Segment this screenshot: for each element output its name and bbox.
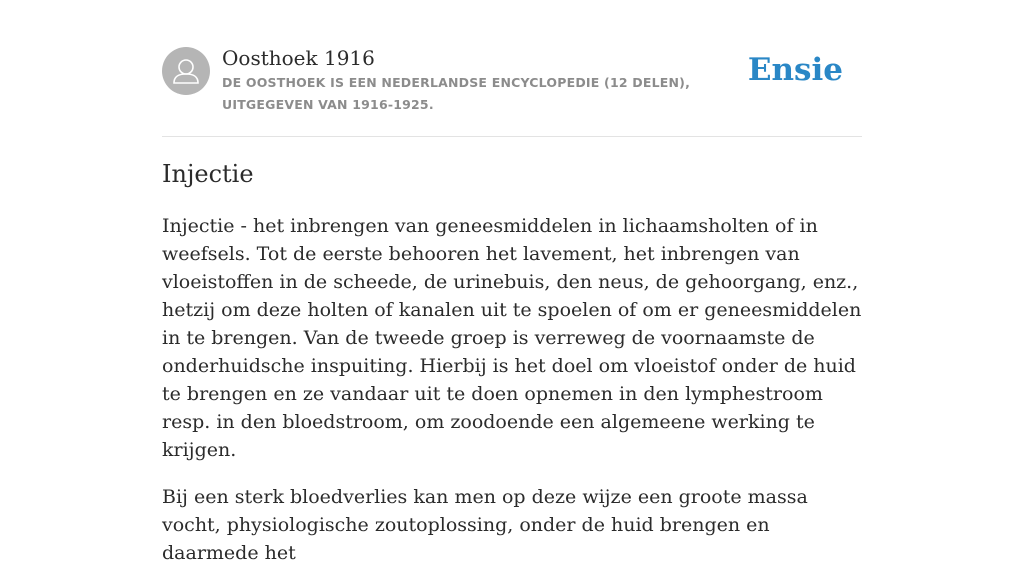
article-paragraph: Bij een sterk bloedverlies kan men op deze wijze een groote massa vocht, physiologische zoutoplossing, onder de huid brengen en daarmede het <box>162 486 808 564</box>
source-description: DE OOSTHOEK IS EEN NEDERLANDSE ENCYCLOPEDIE (12 DELEN), UITGEGEVEN VAN 1916-1925. <box>222 75 691 112</box>
avatar-silhouette <box>162 47 210 95</box>
user-avatar-icon[interactable] <box>162 47 210 95</box>
source-header <box>162 46 862 137</box>
article-body <box>162 212 862 586</box>
source-name[interactable]: Oosthoek 1916 <box>222 46 375 70</box>
article-title: Injectie <box>162 160 254 188</box>
article-paragraph: Injectie - het inbrengen van geneesmiddelen in lichaamsholten of in weefsels. Tot de eerste behooren het lavement, het inbrengen van vloeistoffen in de scheede, de urinebuis, den neus, de gehoorgang, enz., hetzij om deze holten of kanalen uit te spoelen of om er geneesmiddelen in te brengen. Van de tweede groep is verreweg de voornaamste de onderhuidsche inspuiting. Hierbij is het doel om vloeistof onder de huid te brengen en ze vandaar uit te doen opnemen in den lymphestroom resp. in den bloedstroom, om zoodoende een algemeene werking te krijgen. <box>162 215 862 461</box>
ensie-logo[interactable]: Ensie <box>747 52 843 88</box>
